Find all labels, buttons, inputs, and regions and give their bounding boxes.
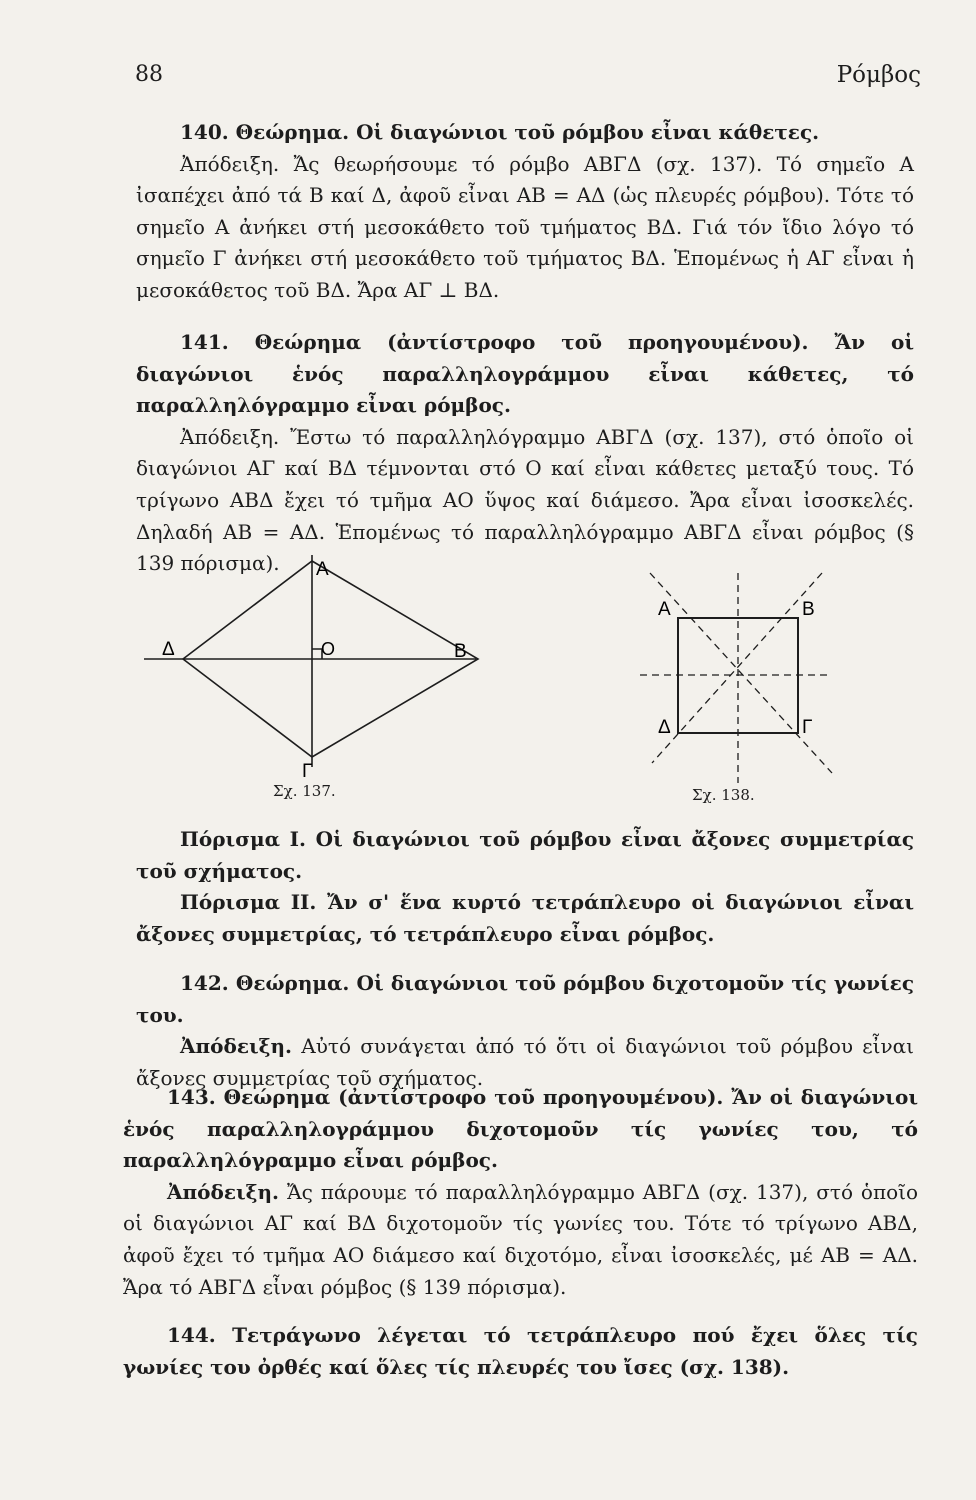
proof-label: Ἀπόδειξη. [167, 1179, 280, 1204]
proof-text: Αὐτό συνάγεται ἀπό τό ὅτι οἱ διαγώνιοι τοῦ ρόμβου εἶναι ἄξονες συμμετρίας τοῦ σχήματος. [136, 1034, 915, 1090]
theorem-141-heading: 141. Θεώρημα (ἀντίστροφο τοῦ προηγουμένου). Ἄν οἱ διαγώνιοι ἑνός παραλληλογράμμου εἶναι κάθετες, τό παραλληλόγραμμο εἶναι ρόμβος. [136, 330, 914, 418]
figure-138-caption: Σχ. 138. [692, 786, 755, 804]
theorem-143-heading: 143. Θεώρημα (ἀντίστροφο τοῦ προηγουμένου). Ἄν οἱ διαγώνιοι ἑνός παραλληλογράμμου διχοτομοῦν τίς γωνίες του, τό παραλληλόγραμμο εἶναι ρόμβος. [123, 1085, 918, 1173]
theorem-140-proof [136, 149, 914, 307]
figure-137 [140, 545, 500, 815]
proof-text: Ἄς πάρουμε τό παραλληλόγραμμο ΑΒΓΔ (σχ. 137), στό ὁποῖο οἱ διαγώνιοι ΑΓ καί ΒΔ διχοτομοῦν τίς γωνίες του. Τότε τό τρίγωνο ΑΒΔ, ἀφοῦ ἔχει τό τμῆμα ΑΟ διάμεσο καί διχοτόμο, εἶναι ἰσοσκελές, μέ ΑΒ = ΑΔ. Ἄρα τό ΑΒΓΔ εἶναι ρόμβος (§ 139 πόρισμα). [123, 1179, 919, 1299]
vertex-d-label: Δ [162, 639, 175, 660]
theorem-140-heading: 140. Θεώρημα. Οἱ διαγώνιοι τοῦ ρόμβου εἶναι κάθετες. [180, 120, 820, 144]
proof-label: Ἀπόδειξη. [180, 1034, 293, 1059]
running-title: Ρόμβος [836, 62, 921, 88]
figure-138 [640, 555, 850, 795]
page-header [135, 62, 921, 96]
proof-text: Ἔστω τό παραλληλόγραμμο ΑΒΓΔ (σχ. 137), στό ὁποῖο οἱ διαγώνιοι ΑΓ καί ΒΔ τέμνονται στό Ο καί εἶναι κάθετες μεταξύ τους. Τό τρίγωνο ΑΒΔ ἔχει τό τμῆμα ΑΟ ὕψος καί διάμεσο. Ἄρα εἶναι ἰσοσκελές. Δηλαδή ΑΒ = ΑΔ. Ἑπομένως τό παραλληλόγραμμο ΑΒΓΔ εἶναι ρόμβος (§ 139 πόρισμα). [136, 424, 915, 576]
vertex-g-label: Γ [802, 717, 813, 738]
proof-label: Ἀπόδειξη. [180, 424, 280, 449]
definition-144 [123, 1320, 918, 1383]
vertex-g-label: Γ [302, 761, 313, 782]
figure-137-caption: Σχ. 137. [273, 782, 336, 800]
corollary-2 [136, 887, 914, 950]
vertex-d-label: Δ [658, 717, 671, 738]
theorem-143 [123, 1082, 918, 1303]
figure-138-drawing [640, 555, 850, 795]
definition-144-text: 144. Τετράγωνο λέγεται τό τετράπλευρο πού ἔχει ὅλες τίς γωνίες του ὀρθές καί ὅλες τίς πλευρές του ἴσες (σχ. 138). [123, 1323, 918, 1379]
vertex-a-label: Α [658, 599, 671, 620]
theorem-143-proof [123, 1177, 918, 1303]
proof-text: Ἄς θεωρήσουμε τό ρόμβο ΑΒΓΔ (σχ. 137). Τό σημεῖο Α ἰσαπέχει ἀπό τά Β καί Δ, ἀφοῦ εἶναι ΑΒ = ΑΔ (ὡς πλευρές ρόμβου). Τότε τό σημεῖο Α ἀνήκει στή μεσοκάθετο τοῦ τμήματος ΒΔ. Γιά τόν ἴδιο λόγο τό σημεῖο Γ ἀνήκει στή μεσοκάθετο τοῦ τμήματος ΒΔ. Ἑπομένως ἡ ΑΓ εἶναι ἡ μεσοκάθετος τοῦ ΒΔ. Ἄρα ΑΓ ⊥ ΒΔ. [136, 151, 914, 302]
vertex-b-label: Β [454, 641, 467, 662]
figure-137-drawing [140, 545, 500, 815]
center-o-label: Ο [321, 639, 336, 659]
page-number: 88 [135, 62, 163, 87]
corollary-2-label: Πόρισμα II. [180, 890, 317, 915]
corollary-1-label: Πόρισμα I. [180, 827, 306, 851]
corollary-2-text: Ἄν σ' ἕνα κυρτό τετράπλευρο οἱ διαγώνιοι εἶναι ἄξονες συμμετρίας, τό τετράπλευρο εἶναι ρόμβος. [136, 890, 914, 946]
proof-label: Ἀπόδειξη. [180, 151, 280, 176]
theorem-140 [136, 117, 914, 307]
theorem-142 [136, 968, 914, 1094]
vertex-a-label: Α [316, 559, 329, 580]
theorem-141 [136, 327, 914, 580]
corollary-1 [136, 824, 914, 887]
corollaries [136, 824, 914, 950]
vertex-b-label: Β [802, 599, 815, 620]
theorem-142-heading: 142. Θεώρημα. Οἱ διαγώνιοι τοῦ ρόμβου διχοτομοῦν τίς γωνίες του. [136, 971, 914, 1027]
corollary-1-text: Οἱ διαγώνιοι τοῦ ρόμβου εἶναι ἄξονες συμμετρίας τοῦ σχήματος. [136, 827, 915, 883]
